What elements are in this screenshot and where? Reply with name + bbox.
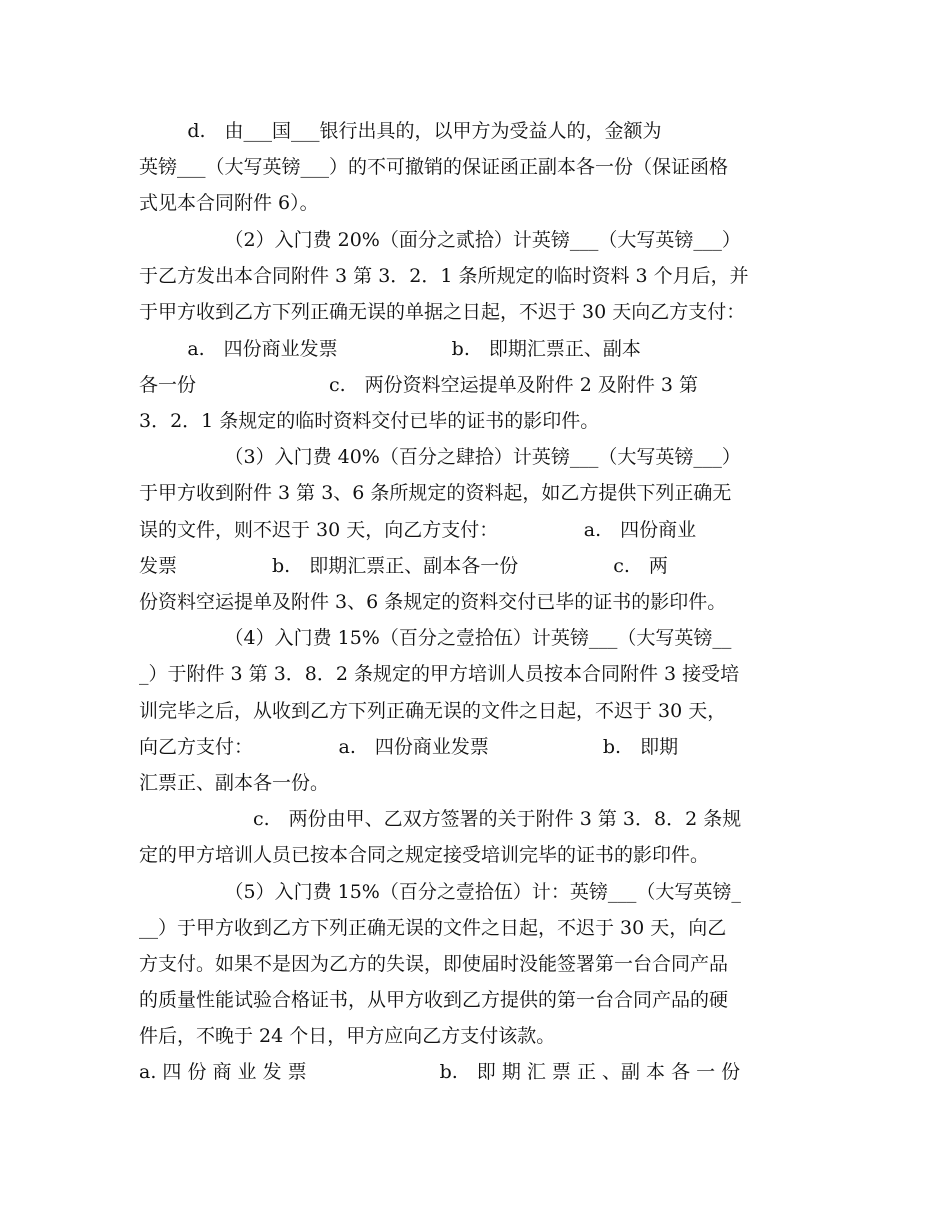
text-line: d. 由___国___银行出具的，以甲方为受益人的，金额为 [139,120,662,142]
text-line: __）于甲方收到乙方下列正确无误的文件之日起，不迟于 30 天，向乙 [139,917,727,939]
text-line: 件后，不晚于 24 个日，甲方应向乙方支付该款。 [139,1025,556,1047]
text-line: 误的文件，则不迟于 30 天，向乙方支付： a. 四份商业 [139,519,697,541]
text-line: 式见本合同附件 6）。 [139,192,319,214]
text-line: （3）入门费 40%（百分之肆拾）计英镑___（大写英镑___） [139,446,741,468]
text-line: 方支付。如果不是因为乙方的失误，即使届时没能签署第一台合同产品 [139,953,729,975]
text-line: 训完毕之后，从收到乙方下列正确无误的文件之日起，不迟于 30 天， [139,700,727,722]
text-line: c. 两份由甲、乙双方签署的关于附件 3 第 3．8．2 条规 [139,808,742,830]
text-line: 向乙方支付： a. 四份商业发票 b. 即期 [139,736,679,758]
text-line: 发票 b. 即期汇票正、副本各一份 c. 两 [139,555,668,577]
text-line: 定的甲方培训人员已按本合同之规定接受培训完毕的证书的影印件。 [139,844,710,866]
text-line: 于甲方收到乙方下列正确无误的单据之日起，不迟于 30 天向乙方支付： [139,301,746,323]
text-line: 于甲方收到附件 3 第 3、6 条所规定的资料起，如乙方提供下列正确无 [139,482,732,504]
text-line: 的质量性能试验合格证书，从甲方收到乙方提供的第一台合同产品的硬 [139,989,729,1011]
text-line: 英镑___（大写英镑___）的不可撤销的保证函正副本各一份（保证函格 [139,156,729,178]
text-line: a. 四 份 商 业 发 票 b. 即 期 汇 票 正 、副 本 各 一 份 [139,1061,741,1083]
text-line: （2）入门费 20%（面分之贰拾）计英镑___（大写英镑___） [139,229,741,251]
text-line: a. 四份商业发票 b. 即期汇票正、副本 [139,338,641,360]
text-line: 于乙方发出本合同附件 3 第 3．2．1 条所规定的临时资料 3 个月后，并 [139,265,749,287]
text-line: _）于附件 3 第 3．8．2 条规定的甲方培训人员按本合同附件 3 接受培 [139,663,740,685]
text-line: （4）入门费 15%（百分之壹拾伍）计英镑___（大写英镑__ [139,627,732,649]
text-line: 各一份 c. 两份资料空运提单及附件 2 及附件 3 第 [139,374,699,396]
text-line: 3．2．1 条规定的临时资料交付已毕的证书的影印件。 [139,410,600,432]
text-line: 份资料空运提单及附件 3、6 条规定的资料交付已毕的证书的影印件。 [139,591,727,613]
text-line: 汇票正、副本各一份。 [139,772,330,794]
text-line: （5）入门费 15%（百分之壹拾伍）计：英镑___（大写英镑_ [139,881,741,903]
